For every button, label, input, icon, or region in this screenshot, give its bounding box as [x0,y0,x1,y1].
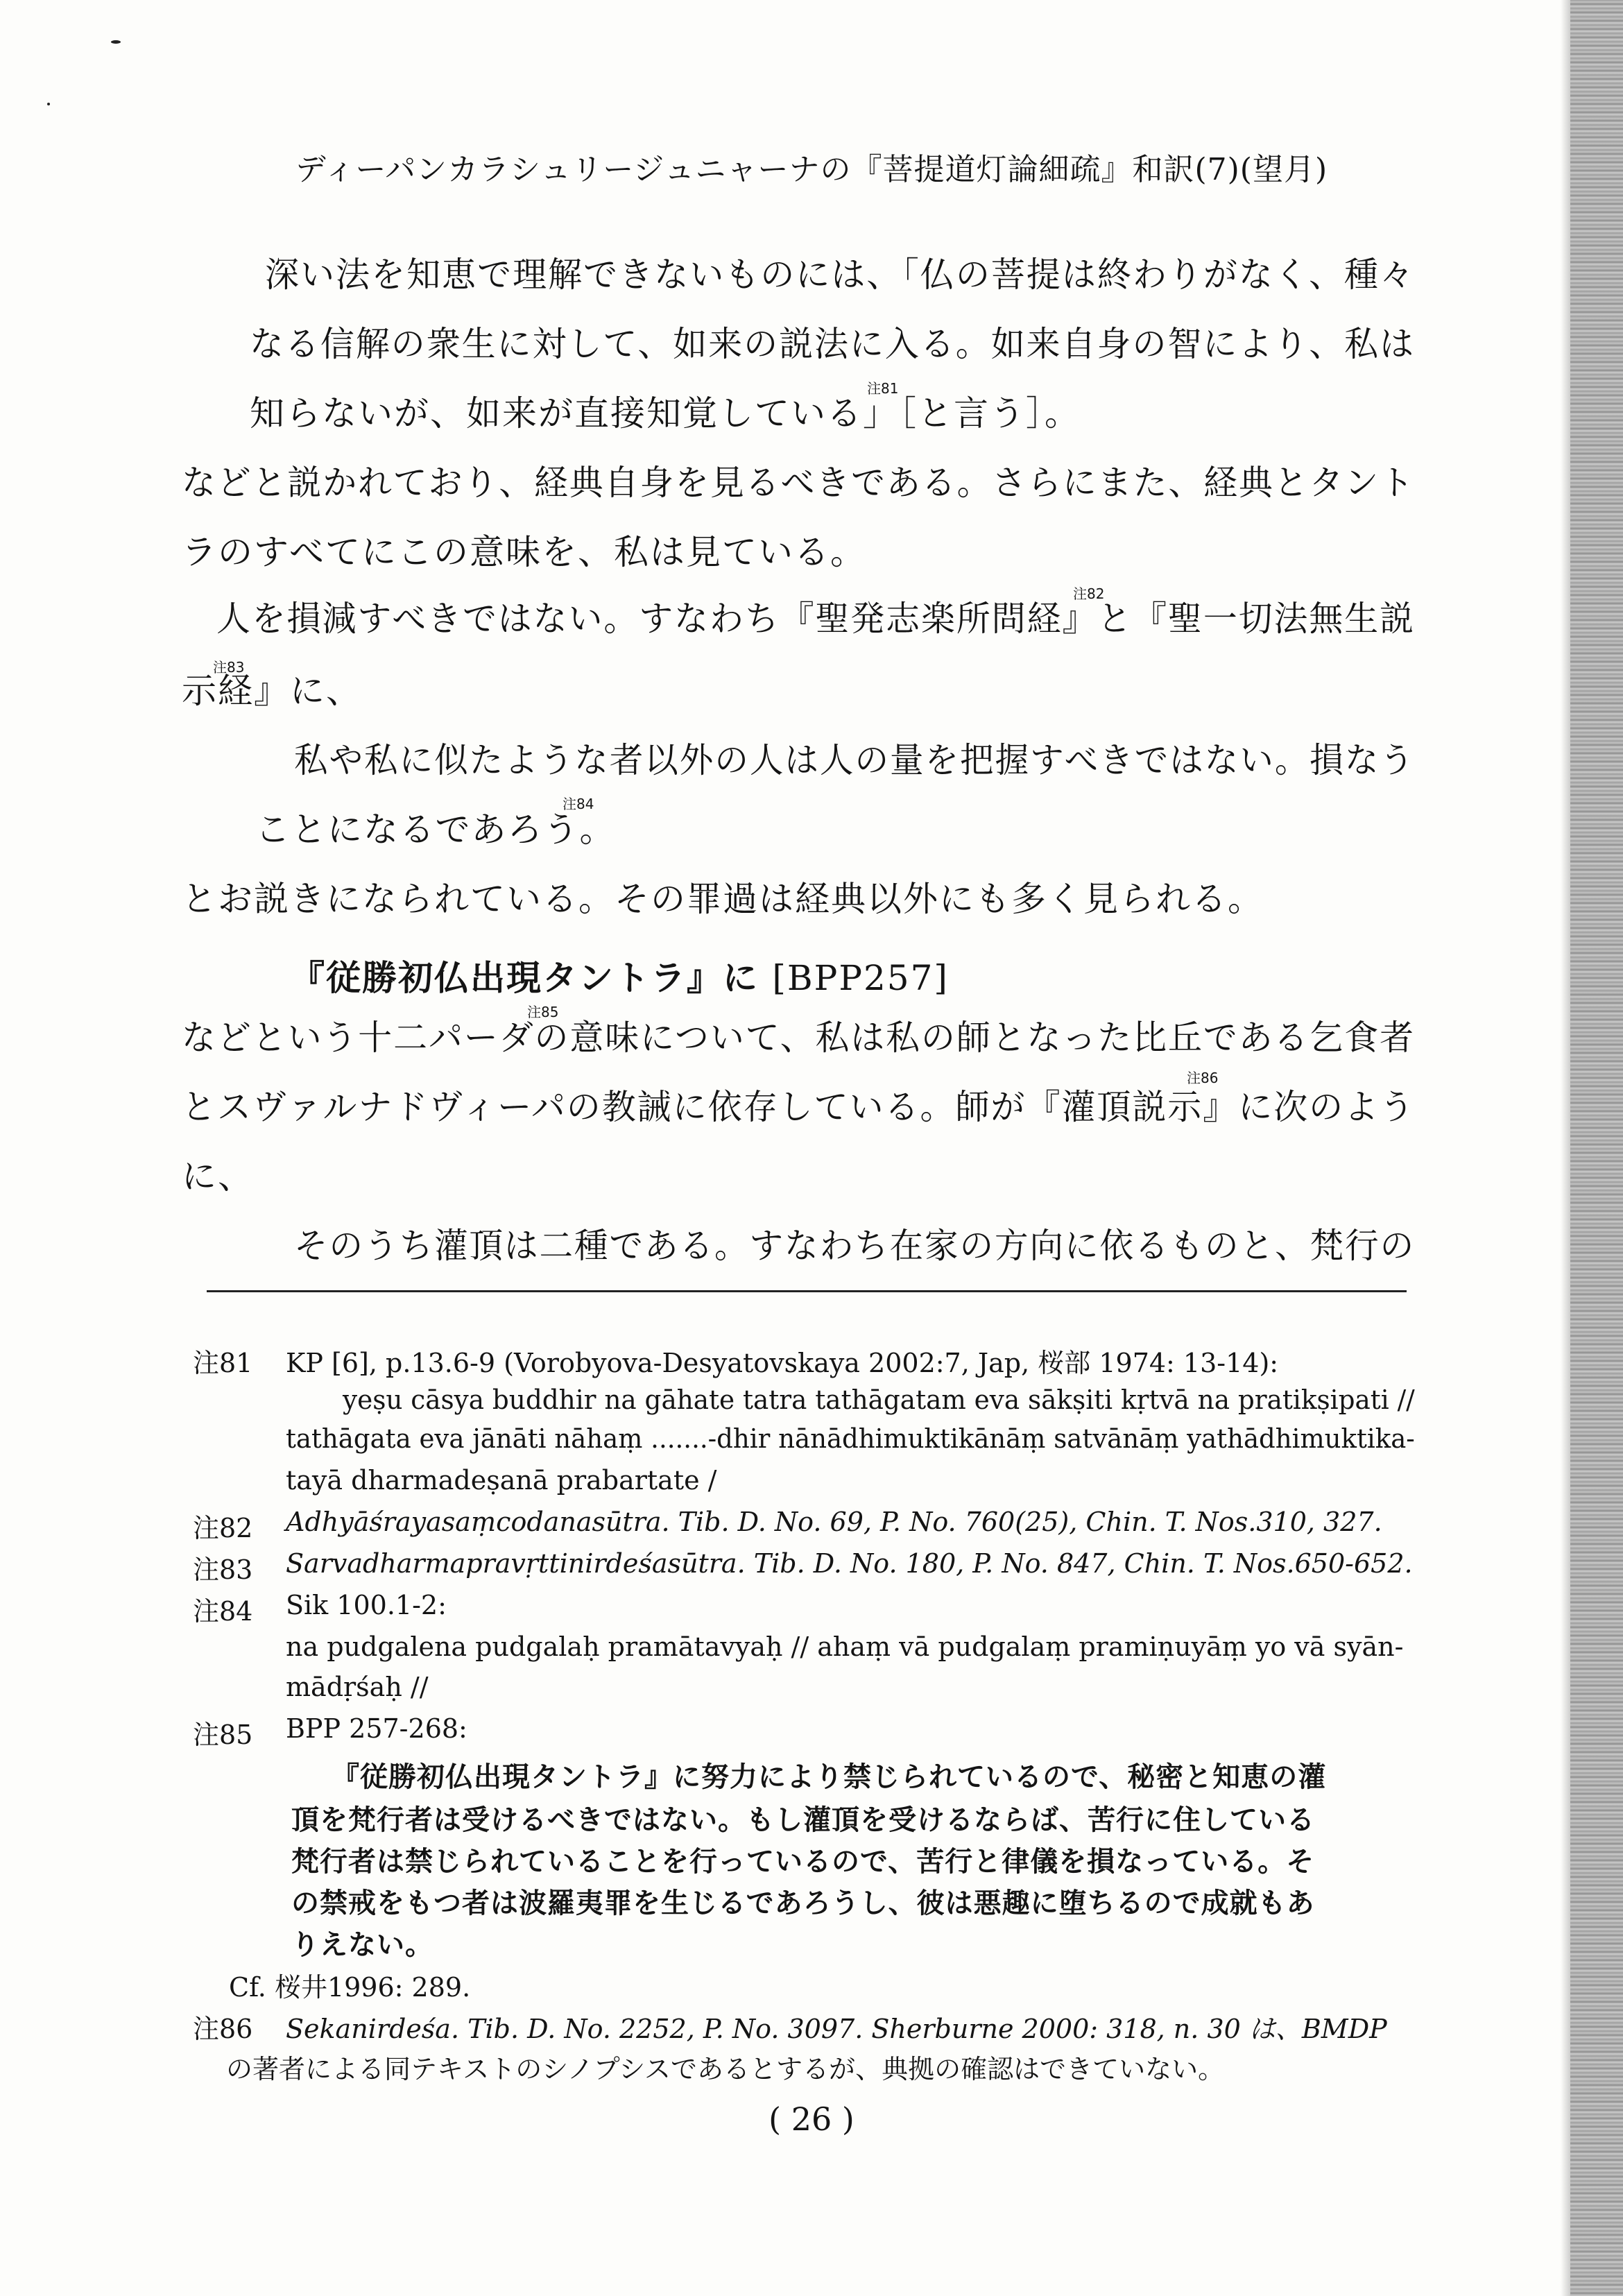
note-marker: 注86 [1187,1070,1219,1086]
scan-speck [111,40,121,44]
paragraph-line: などという十二パーダの意味について、私は私の師となった比丘である乞食者 [182,1018,1416,1058]
paragraph-line: とスヴァルナドヴィーパの教誡に依存している。師が『灌頂説示』に次のよう [182,1087,1416,1127]
footnote-text [286,1548,1413,1579]
footnote-text [286,2007,1387,2046]
footnote-label: 注82 [193,1513,253,1543]
footnote-bold-text: りえない。 [291,1928,433,1961]
quote-line: ことになるであろう。 [255,809,616,850]
footnote-text: mādṛśaḥ // [286,1672,429,1702]
paragraph-line: に、 [182,1156,254,1197]
quote-line: そのうち灌頂は二種である。すなわち在家の方向に依るものと、梵行の [294,1226,1416,1266]
paragraph-line: ラのすべてにこの意味を、私は見ている。 [182,532,866,572]
footnote-text-italic: Adhyāśrayasaṃcodanasūtra. Tib. D. No. 69, P. No. 760(25), Chin. T. Nos.310, 327. [286,1507,1382,1537]
quote-line: 私や私に似たような者以外の人は人の量を把握すべきではない。損なう [294,740,1415,780]
footnote-bold-text: の禁戒をもつ者は波羅夷罪を生じるであろうし、彼は悪趣に堕ちるので成就もあ [291,1887,1315,1919]
section-heading [290,950,949,1000]
scan-shadow-edge [1570,0,1623,2296]
note-marker: 注81 [867,380,899,397]
scan-shadow-gradient [1561,0,1570,2296]
footnote-text: Sik 100.1-2: [286,1590,447,1620]
footnote-text [286,1507,1382,1537]
running-header: ディーパンカラシュリージュニャーナの『菩提道灯論細疏』和訳(7)(望月) [295,152,1328,187]
footnote-label: 注84 [193,1596,253,1627]
footnote-text: BPP 257-268: [286,1713,467,1744]
paragraph-line: などと説かれており、経典自身を見るべきである。さらにまた、経典とタント [182,463,1415,503]
paragraph-line: とお説きになられている。その罪過は経典以外にも多く見られる。 [182,879,1264,919]
note-marker: 注85 [527,1004,559,1020]
footnote-label: 注81 [193,1348,253,1378]
footnote-text: tayā dharmadeṣanā prabartate / [286,1465,717,1496]
footnote-text: yeṣu cāsya buddhir na gāhate tatra tathāgatam eva sākṣiti kṛtvā na pratikṣipati // [343,1385,1415,1415]
scan-speck [47,103,50,105]
paragraph-line: 人を損減すべきではない。すなわち『聖発志楽所問経』と『聖一切法無生説 [216,599,1415,639]
section-heading-title: 『従勝初仏出現タントラ』に [290,957,759,998]
quote-line: 深い法を知恵で理解できないものには、「仏の菩提は終わりがなく、種々 [265,255,1416,295]
footnote-label: 注86 [193,2014,253,2044]
note-marker: 注82 [1073,585,1105,602]
footnote-bold-text: 『従勝初仏出現タントラ』に努力により禁じられているので、秘密と知恵の灌 [332,1760,1327,1793]
footnote-bold-text: 梵行者は禁じられていることを行っているので、苦行と律儀を損なっている。そ [291,1845,1315,1878]
footnote-text: の著者による同テキストのシノプシスであるとするが、典拠の確認はできていない。 [226,2054,1225,2084]
footnote-text-italic: Sekanirdeśa. Tib. D. No. 2252, P. No. 3097. Sherburne 2000: 318, n. 30 は、BMDP [286,2014,1387,2044]
note-marker: 注84 [563,796,594,812]
page-number: ( 26 ) [768,2100,855,2138]
footnote-text: tathāgata eva jānāti nāhaṃ .......-dhir nānādhimuktikānāṃ satvānāṃ yathādhimuktika- [286,1423,1415,1454]
quote-line: なる信解の衆生に対して、如来の説法に入る。如来自身の智により、私は [250,324,1416,364]
footnote-text-italic: Sarvadharmapravṛttinirdeśasūtra. Tib. D. No. 180, P. No. 847, Chin. T. Nos.650-652. [286,1548,1413,1579]
footnote-cf: Cf. 桜井1996: 289. [229,1972,471,2003]
footnote-text: KP [6], p.13.6-9 (Vorobyova-Desyatovskaya 2002:7, Jap, 桜部 1974: 13-14): [286,1348,1279,1378]
paragraph-line: 示経』に、 [182,671,362,711]
footnote-text: na pudgalena pudgalaḥ pramātavyaḥ // ahaṃ vā pudgalaṃ pramiṇuyāṃ yo vā syān- [286,1631,1404,1662]
quote-line: 知らないが、如来が直接知覚している」［と言う］。 [250,393,1081,434]
note-marker: 注83 [213,659,245,676]
section-heading-ref: [BPP257] [772,958,949,998]
footnote-label: 注85 [193,1720,253,1750]
footnote-separator [207,1290,1407,1292]
footnote-bold-text: 頂を梵行者は受けるべきではない。もし灌頂を受けるならば、苦行に住している [291,1804,1315,1836]
footnote-label: 注83 [193,1554,253,1585]
